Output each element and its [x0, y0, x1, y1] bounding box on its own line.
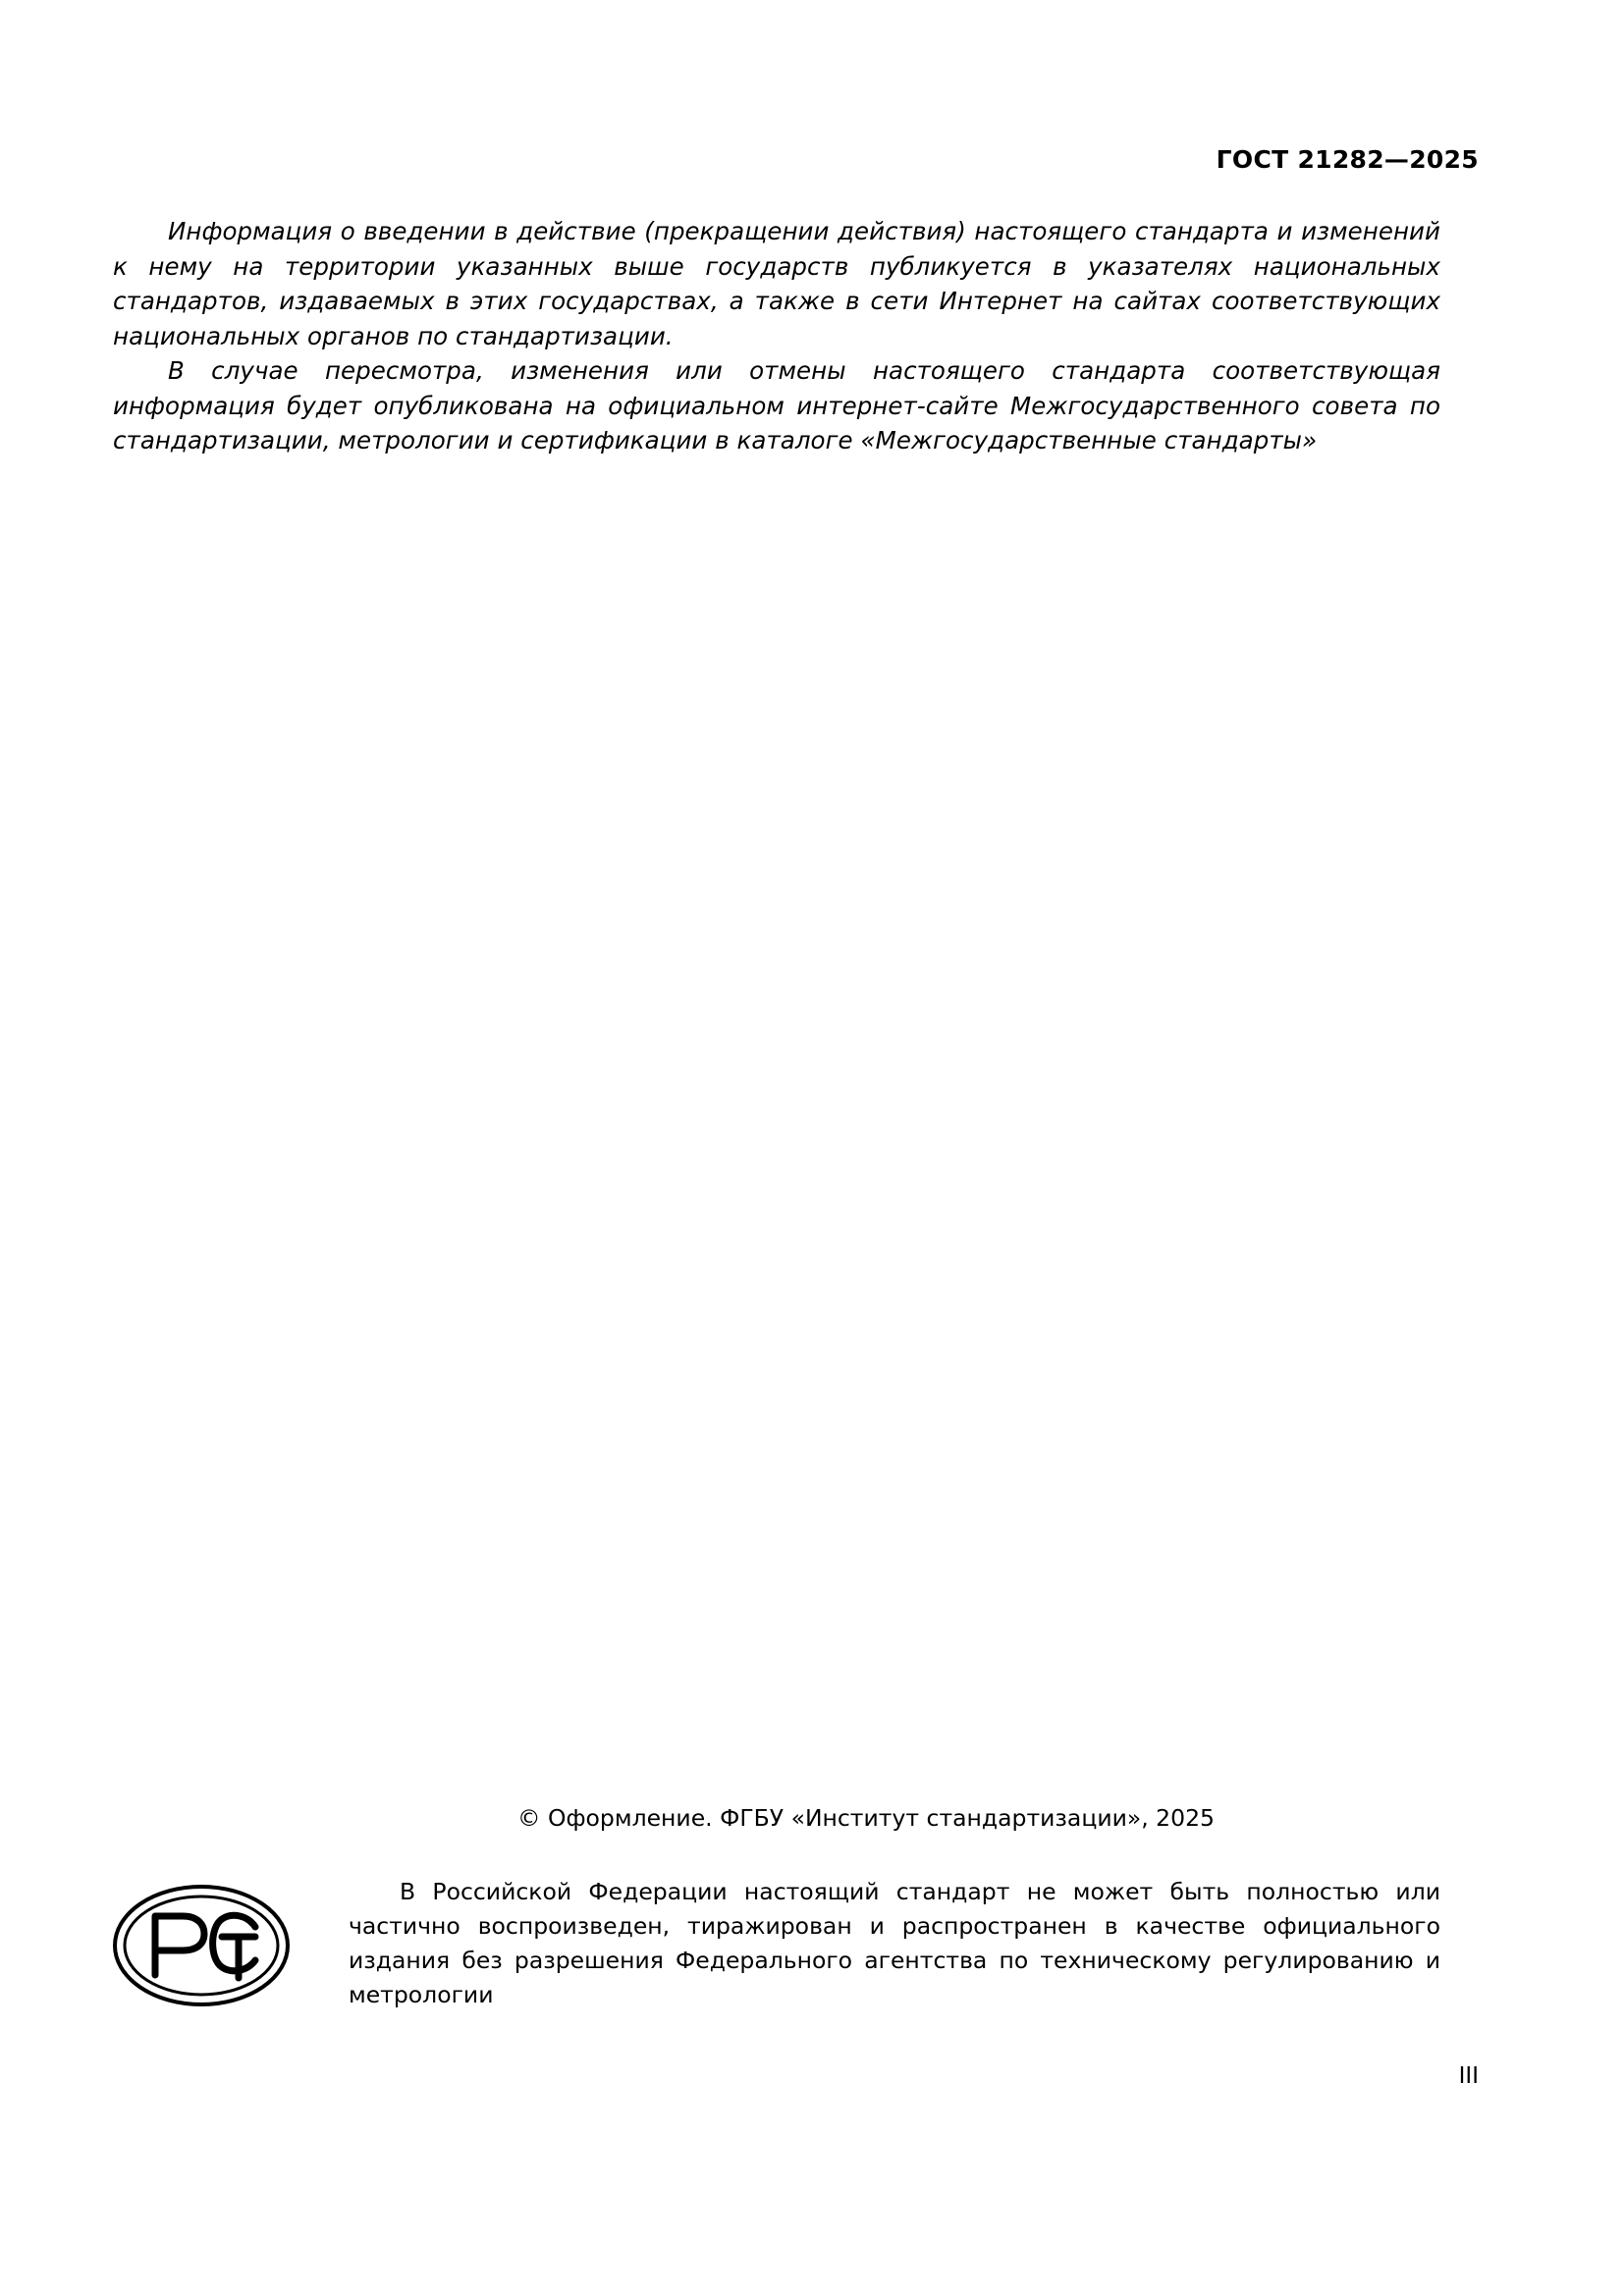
reproduction-notice-text: В Российской Федерации настоящий стандарт не может быть полностью или частично воспроизведен, тиражирован и распространен в качестве официального издания без разрешения Федерального агентства по техническому регулированию и метрологии [349, 1878, 1440, 2008]
copyright-line: © Оформление. ФГБУ «Институт стандартизации», 2025 [517, 1804, 1215, 1832]
page-number: III [1458, 2063, 1479, 2089]
intro-paragraph-1: Информация о введении в действие (прекращении действия) настоящего стандарта и изменений к нему на территории указанных выше государств публикуется в указателях национальных стандартов, издаваемых в этих государствах, а также в сети Интернет на сайтах соответствующих национальных органов по стандартизации. [113, 217, 1440, 350]
reproduction-notice-block [349, 1875, 1440, 2012]
rosstandart-emblem-icon [108, 1880, 295, 2012]
introductory-notes [113, 214, 1440, 458]
intro-paragraph-2: В случае пересмотра, изменения или отмены настоящего стандарта соответствующая информация будет опубликована на официальном интернет-сайте Межгосударственного совета по стандартизации, метрологии и сертификации в каталоге «Межгосударственные стандарты» [113, 356, 1440, 454]
standard-reference-header: ГОСТ 21282—2025 [1216, 145, 1479, 174]
